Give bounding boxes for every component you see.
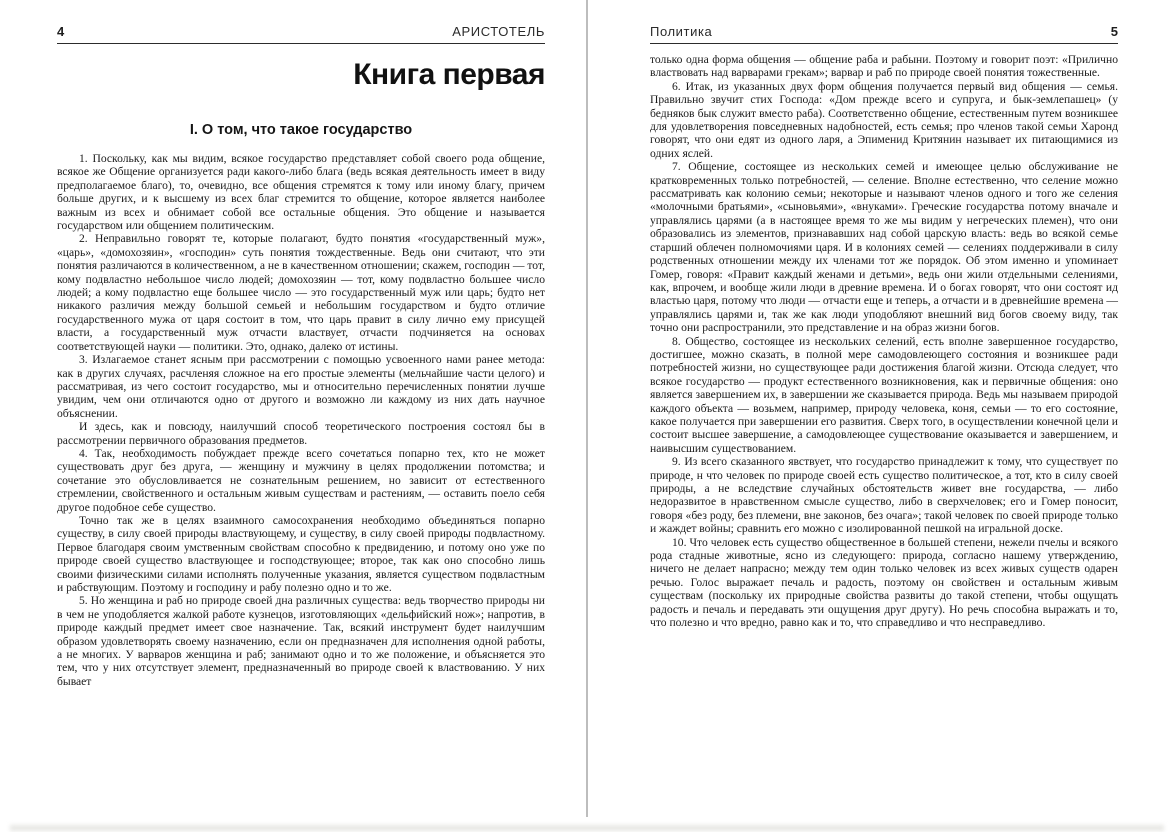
running-head-book: Политика <box>650 24 713 39</box>
body-paragraph: 4. Так, необходимость побуждает прежде всего сочетаться попарно тех, кто не может существовать друг без друга, — женщину и мужчину в целях продолжении потомства; и сочетание это обусловливается не сознательным решением, но зависит от естественного стремлении, свойственного и остальным живым существам и растениям, — оставить поело себя другое подобное себе существо. <box>57 446 545 514</box>
body-paragraph: 1. Поскольку, как мы видим, всякое государство представляет собой своего рода общение, всякое же Общение организуется ради какого-либо блага (ведь всякая деятельность имеет в виду предполагаемое благо), то, очевидно, все общения стремятся к тому или иному благу, причем больше других, и к высшему из всех благ стремится то общение, которое является наиболее важным из всех и обнимает собой все остальные общения. Это общение и называется государством или общением политическим. <box>57 152 545 233</box>
body-paragraph: 10. Что человек есть существо общественное в большей степени, нежели пчелы и всякого рода стадные животные, ясно из следующего: природа, согласно нашему утверждению, ничего не делает напрасно; между тем один только человек из всех живых существ одарен речью. Голос выражает печаль и радость, поэтому он свойствен и остальным живым существам (поскольку их природные свойства развиты до такой степени, чтобы ощущать радость и печаль и передавать эти ощущения друг другу). Но речь способна выражать и то, что полезно и что вредно, равно как и то, что справедливо и что несправедливо. <box>650 535 1118 630</box>
body-paragraph: 5. Но женщина и раб но природе своей дна различных существа: ведь творчество природы ни в чем не уподобляется жалкой работе кузнецов, изготовляющих «дельфийский нож»; напротив, в природе каждый предмет имеет свое назначение. Так, всякий инструмент будет наилучшим образом удовлетворять своему назначению, если он предназначен для исполнения одной работы, а не многих. У варваров женщина и раб; занимают одно и то же положение, и объясняется это тем, что у них отсутствует элемент, предназначенный во природе своей к властвованию. У них бывает <box>57 594 545 688</box>
body-paragraph: 9. Из всего сказанного явствует, что государство принадлежит к тому, что существует по природе, н что человек по природе своей есть существо политическое, а тот, кто в силу своей природы, а не вследствие случайных обстоятельств живет вне государства, — либо недоразвитое в нравственном смысле существо, либо в сверхчеловек; его и Гомер поносит, говоря «без роду, без племени, вне законов, без очага»; такой человек по своей природе только и жаждет войны; сравнить его можно с изолированной пешкой на игральной доске. <box>650 455 1118 536</box>
running-head-author: АРИСТОТЕЛЬ <box>452 24 545 39</box>
body-paragraph: Точно так же в целях взаимного самосохранения необходимо объединяться попарно существу, в силу своей природы властвующему, и существу, в силу своей природы подвластному. Первое благодаря своим умственным свойствам способно к предвидению, и потому оно уже по природе своей существо властвующее и господствующее; второе, так как оно способно лишь своими физическими силами исполнять полученные указания, является существом подвластным и рабствующим. Поэтому и господину и рабу полезно одно и то же. <box>57 513 545 594</box>
page-right <box>587 0 1174 832</box>
page-number-left: 4 <box>57 24 65 39</box>
page-right-body <box>650 53 1118 629</box>
body-paragraph: только одна форма общения — общение раба и рабыни. Поэтому и говорит поэт: «Прилично властвовать над варварами грекам»; варвар и раб по природе своей понятия тожественные. <box>650 53 1118 80</box>
page-right-header <box>650 24 1118 44</box>
page-bottom-shadow <box>10 825 1164 831</box>
page-left-body <box>57 152 545 688</box>
body-paragraph: 6. Итак, из указанных двух форм общения получается первый вид общения — семья. Правильно звучит стих Господа: «Дом прежде всего и супруга, и бык-землепашец» (у бедняков бык служит вместо раба). Соответственно общение, естественным путем возникшее для удовлетворения повседневных надобностей, есть семья; про членов такой семьи Харонд говорят, что они едят из одного ларя, а Эпименид Критянин называет их питающимися из одних яслей. <box>650 79 1118 160</box>
page-number-right: 5 <box>1110 24 1118 39</box>
chapter-heading: I. О том, что такое государство <box>189 122 413 138</box>
body-paragraph: 8. Общество, состоящее из нескольких селений, есть вполне завершенное государство, достигшее, можно сказать, в полной мере самодовлеющего состояния и возникшее ради потребностей жизни, но существующее ради достижения благой жизни. Отсюда следует, что всякое государство — продукт естественного возникновения, как и первичные общения: оно является завершением их, в завершении же сказывается природа. Ведь мы называем природой каждого объекта — возьмем, например, природу человека, коня, семьи — то его состояние, какое получается при завершении его развития. Сверх того, в осуществлении конечной цели и состоит высшее завершение, а самодовлеющее существование оказывается и завершением, и наивысшим существованием. <box>650 334 1118 455</box>
body-paragraph: 3. Излагаемое станет ясным при рассмотрении с помощью усвоенного нами ранее метода: как в других случаях, расчленяя сложное на его простые элементы (мельчайшие части целого) и рассматривая, из чего состоит государство, мы и относительно перечисленных понятии лучше увидим, чем они отличаются одно от другого и возможно ли каждому из них дать научное объяснении. <box>57 353 545 420</box>
page-left-header <box>57 24 545 44</box>
book-title: Книга первая <box>353 58 545 91</box>
page-gutter-divider <box>586 0 588 817</box>
body-paragraph: 7. Общение, состоящее из нескольких семей и имеющее целью обслуживание не кратковременных только потребностей, — селение. Вполне естественно, что селение можно рассматривать как колонию семьи; некоторые и называют членов одного и того же селения «молочными братьями», «сыновьями», «внуками». Греческие государства потому вначале и управлялись царями (а в настоящее время то же мы видим у негреческих племен), что они образовались из элементов, признававших над собой царскую власть: ведь во всякой семье старший облечен полномочиями царя. И в колониях семей — селениях поддерживали в силу родственных отношении между их членами тот же порядок. Об этом именно и упоминает Гомер, говоря: «Правит каждый женами и детьми», ведь они жили отдельными селениями, как, впрочем, и вообще жили люди в древние времена. И о богах говорят, что они состоят ид властью царя, потому что люди — отчасти еще и теперь, а отчасти и в древнейшие времена — управлялись царями и, так же как люди уподобляют внешний вид богов своему виду, так точно они распространили, это представление и на образ жизни богов. <box>650 160 1118 335</box>
body-paragraph: 2. Неправильно говорят те, которые полагают, будто понятия «государственный муж», «царь», «домохозяин», «господин» суть понятия тождественные. Ведь они считают, что эти понятия различаются в количественном, а не в качественном отношении; скажем, господин — тот, кому подвластно небольшое число людей; домохозяин — тот, кому подвластно большее число людей; а кому подвластно еще большее число — это государственный муж или царь; будто нет никакого различия между большой семьей и небольшим государством и будто отличие государственного мужа от царя состоит в том, что царь правит в силу лично ему присущей власти, а государственный муж отчасти властвует, отчасти подчиняется на основах соответствующей науки — политики. Это, однако, далеко от истины. <box>57 232 545 353</box>
body-paragraph: И здесь, как и повсюду, наилучший способ теоретического построения состоял бы в рассмотрении первичного образования предметов. <box>57 420 545 447</box>
